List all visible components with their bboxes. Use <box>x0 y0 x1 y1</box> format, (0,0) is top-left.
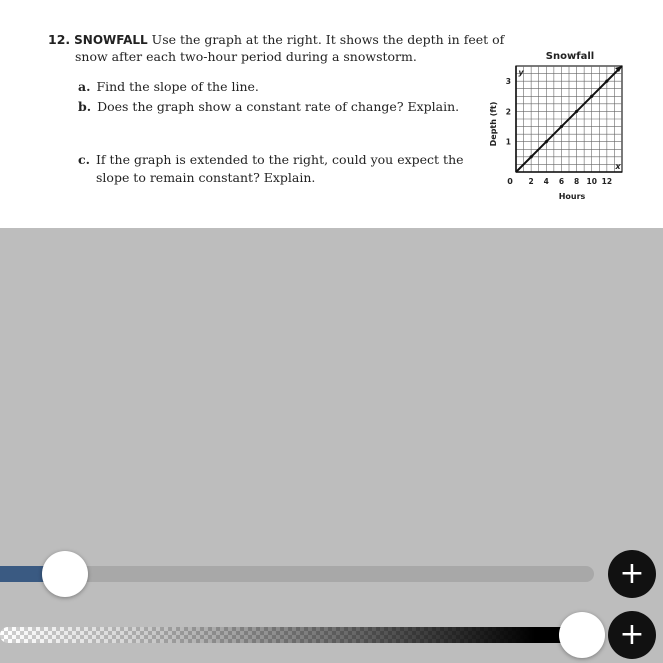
problem-number: 12. <box>48 32 71 47</box>
problem-intro-1: Use the graph at the right. It shows the depth in feet of <box>151 32 505 47</box>
data-point <box>590 95 593 98</box>
problem-line-1 <box>48 31 504 49</box>
y-tick-label: 3 <box>505 77 511 87</box>
data-point <box>575 110 578 113</box>
part-c <box>78 151 464 168</box>
x-tick-label: 2 <box>528 177 534 186</box>
part-b <box>78 98 459 115</box>
origin-label: 0 <box>507 177 513 186</box>
x-tick-label: 4 <box>543 177 549 186</box>
x-axis-letter: x <box>615 162 621 171</box>
part-b-letter: b. <box>78 99 92 114</box>
x-tick-label: 8 <box>573 177 580 186</box>
part-a-text: Find the slope of the line. <box>96 79 259 94</box>
slider-2-plus-button[interactable] <box>608 611 656 659</box>
data-point <box>545 140 548 143</box>
slider-1-thumb[interactable] <box>42 551 88 597</box>
problem-title: SNOWFALL <box>74 33 148 47</box>
slider-1-plus-button[interactable] <box>608 550 656 598</box>
plus-icon: + <box>619 556 645 591</box>
snowfall-chart <box>486 44 636 204</box>
x-tick-label: 12 <box>601 177 613 186</box>
y-axis-letter: y <box>518 68 524 77</box>
y-tick-label: 1 <box>505 137 511 147</box>
x-tick-label: 10 <box>586 177 597 186</box>
part-c-letter: c. <box>78 152 90 167</box>
part-b-text: Does the graph show a constant rate of change? Explain. <box>97 99 460 114</box>
y-tick-label: 2 <box>505 107 511 117</box>
plus-icon: + <box>619 617 645 652</box>
worksheet-snippet <box>0 0 663 228</box>
y-axis-label: Depth (ft) <box>489 101 498 147</box>
data-point <box>560 125 563 128</box>
slider-2-track[interactable] <box>0 627 594 643</box>
part-a-letter: a. <box>78 79 91 94</box>
slider-1-track[interactable] <box>0 566 594 582</box>
problem-intro-2: snow after each two-hour period during a snowstorm. <box>75 49 417 64</box>
x-tick-label: 6 <box>558 177 565 186</box>
part-c-text-2: slope to remain constant? Explain. <box>96 170 316 185</box>
data-point <box>530 155 533 158</box>
data-point <box>605 80 608 83</box>
chart-ticks <box>506 68 622 186</box>
chart-title: Snowfall <box>545 51 595 62</box>
part-a <box>78 78 259 95</box>
x-axis-label: Hours <box>558 192 586 201</box>
slider-2-thumb[interactable] <box>559 612 605 658</box>
part-c-text-1: If the graph is extended to the right, could you expect the <box>95 152 464 167</box>
